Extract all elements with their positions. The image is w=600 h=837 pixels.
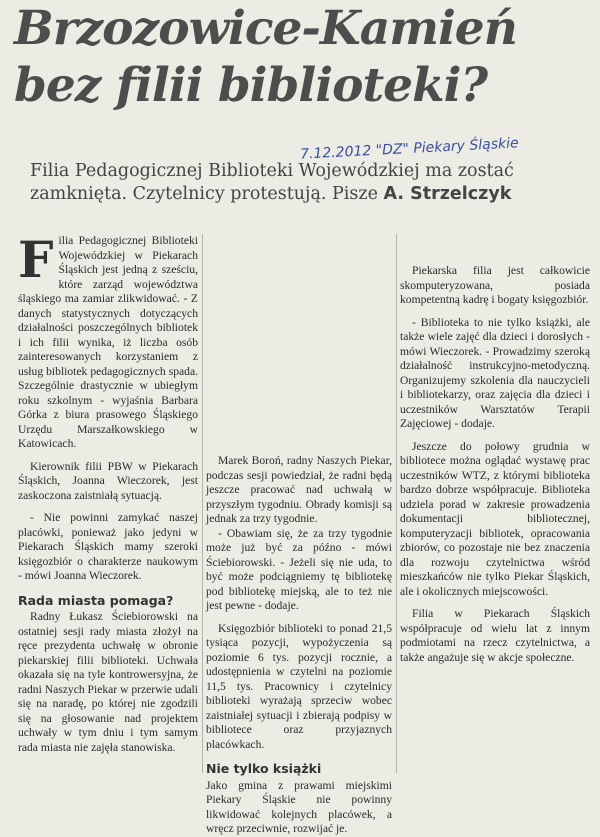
- lead-text: Filia Pedagogicznej Biblioteki Wojewódzkiej ma zostać zamknięta. Czytelnicy protestują. Pisze: [30, 161, 514, 204]
- subheading-not-only-books: Nie tylko książki: [206, 761, 322, 776]
- author-name: A. Strzelczyk: [383, 184, 512, 204]
- article-paragraph: Jeszcze do połowy grudnia w bibliotece można oglądać wystawę prac uczestników WTZ, z którymi biblioteka bardzo dobrze współpracuje. Biblioteka udziela porad w zakresie prowadzenia dokumentacji bibliotecznej, komputeryzacji bibliotek, opracowania zbiorów, co pozostaje nie bez znaczenia dla rozwoju czytelnictwa wśród mieszkańców nie tylko Piekar Śląskich, ale i okolicznych miejscowości.: [400, 439, 590, 598]
- article-paragraph: Księgozbiór biblioteki to ponad 21,5 tysiąca pozycji, wypożyczenia są poziomie 6 tys. pozycji rocznie, a udostępnienia w czytelni na poziomie 11,5 tys. Pracownicy i czytelnicy biblioteki wyrażają sprzeciw wobec zaistniałej sytuacji i zbierają podpisy w bibliotece oraz przyjaznych placówkach.: [206, 621, 392, 751]
- headline: [14, 0, 594, 114]
- article-paragraph: - Biblioteka to nie tylko książki, ale także wiele zajęć dla dzieci i dorosłych - mówi Wieczorek. - Prowadzimy szeroką działalność instrukcyjno-metodyczną. Organizujemy szkolenia dla nauczycieli i bibliotekarzy, oraz zajęcia dla dzieci i uczestników Warsztatów Terapii Zajęciowej - dodaje.: [400, 315, 590, 430]
- article-paragraph: Piekarska filia jest całkowicie skomputeryzowana, posiada kompetentną kadrę i bogaty księgozbiór.: [400, 264, 590, 306]
- article-paragraph: Filia w Piekarach Śląskich współpracuje od wielu lat z innym podmiotami na rzecz czytelnictwa, a także angażuje się w akcje społeczne.: [400, 607, 590, 664]
- article-column-1: [18, 230, 198, 755]
- column-divider: [396, 234, 397, 773]
- column-divider: [202, 234, 203, 773]
- paragraph-text: ilia Pedagogicznej Biblioteki Wojewódzkiej w Piekarach Śląskich jest jedną z sześciu, które zarząd województwa śląskiego ma zamiar zlikwidować. - Z danych statystycznych dotyczących działalności poszczególnych bibliotek i ich filii wynika, iż liczba osób zainteresowanych korzystaniem z usług bibliotek pedagogicznych spada. Szczególnie drastycznie w ubiegłym roku szkolnym - wyjaśnia Barbara Górka z biura prasowego Śląskiego Urzędu Marszałkowskiego w Katowicach.: [18, 234, 198, 450]
- lead-paragraph: [30, 160, 595, 206]
- article-column-2: [206, 234, 392, 837]
- article-column-3: [400, 234, 590, 665]
- article-paragraph: Jako gmina z prawami miejskimi Piekary Śląskie nie powinny likwidować kolejnych placówek, a wręcz przeciwnie, rozwijać je.: [206, 778, 392, 835]
- drop-cap: F: [18, 230, 54, 289]
- article-paragraph: Marek Boroń, radny Naszych Piekar, podczas sesji powiedział, że radni będą jeszcze pracować nad uchwałą w przyszłym tygodniu. Obrady komisji są jednak za trzy tygodnie.: [206, 454, 392, 525]
- article-paragraph: - Obawiam się, że za trzy tygodnie może już być za późno - mówi Ściebiorowski. - Jeżeli się nie uda, to być może podciągniemy tę bibliotekę pod bibliotekę miejską, ale to też nie jest pewne - dodaje.: [206, 526, 392, 612]
- handwritten-date-note: 7.12.2012 "DZ" Piekary Śląskie: [299, 135, 520, 163]
- article-paragraph: Radny Łukasz Ściebiorowski na ostatniej sesji rady miasta złożył na ręce prezydenta uchwałę w obronie piekarskiej filii biblioteki. Uchwała okazała się na tyle kontrowersyjna, że radni Naszych Piekar w przerwie udali się na naradę, po której nie zgodzili się na głosowanie nad projektem uchwały w tym dniu i tym samym rada miasta nie zajęła stanowiska.: [18, 610, 198, 754]
- headline-line-1: Brzozowice-Kamień: [14, 1, 517, 56]
- article-paragraph: [18, 230, 198, 452]
- subheading-city-council: Rada miasta pomaga?: [18, 592, 174, 608]
- article-paragraph: - Nie powinni zamykać naszej placówki, ponieważ jako jedyni w Piekarach Śląskich mamy szeroki księgozbiór o charakterze naukowym - mówi Joanna Wieczorek.: [18, 511, 198, 582]
- article-paragraph: Kierownik filii PBW w Piekarach Śląskich, Joanna Wieczorek, jest zaskoczona zaistniałą sytuacją.: [18, 459, 198, 502]
- headline-line-2: bez filii biblioteki?: [14, 58, 488, 113]
